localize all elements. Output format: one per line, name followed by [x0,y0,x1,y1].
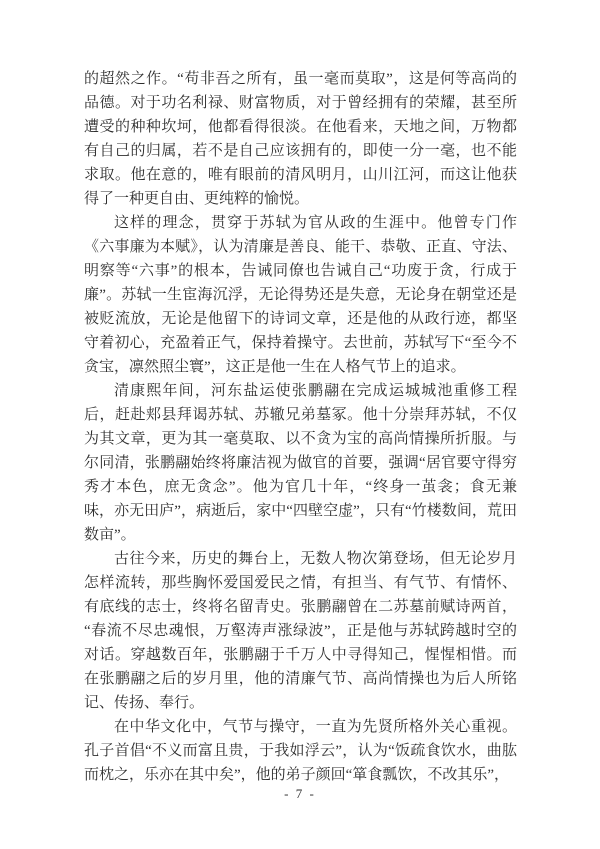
paragraph-2: 这样的理念，贯穿于苏轼为官从政的生涯中。他曾专门作《六事廉为本赋》，认为清廉是善良、能干、恭敬、正直、守法、明察等“六事”的根本，告诫同僚也告诫自己“功废于贪，行成于廉”。苏轼一生宦海沉浮，无论得势还是失意，无论身在朝堂还是被贬流放，无论是他留下的诗词文章，还是他的从政行迹，都坚守着初心，充盈着正气，保持着操守。去世前，苏轼写下“至今不贪宝，凛然照尘寰”，这正是他一生在人格气节上的追求。 [84,215,517,375]
paragraph-3: 清康熙年间，河东盐运使张鹏翮在完成运城城池重修工程后，赶赴郏县拜谒苏轼、苏辙兄弟墓冢。他十分崇拜苏轼，不仅为其文章，更为其一毫莫取、以不贪为宝的高尚情操所折服。与尔同清，张鹏翮始终将廉洁视为做官的首要，强调“居官要守得穷秀才本色，庶无贪念”。他为官几十年，“终身一茧衾；食无兼味，亦无田庐”，病逝后，家中“四壁空虚”，只有“竹楼数间，荒田数亩”。 [84,383,517,543]
paragraph-5: 在中华文化中，气节与操守，一直为先贤所格外关心重视。孔子首倡“不义而富且贵，于我如浮云”，认为“饭疏食饮水，曲肱而枕之，乐亦在其中矣”，他的弟子颜回“箪食瓢饮，不改其乐”， [84,719,517,783]
page-number: - 7 - [284,786,316,801]
paragraph-1: 的超然之作。“苟非吾之所有，虽一毫而莫取”，这是何等高尚的品德。对于功名利禄、财富物质，对于曾经拥有的荣耀，甚至所遭受的种种坎坷，他都看得很淡。在他看来，天地之间，万物都有自己的归属，若不是自己应该拥有的，即使一分一毫，也不能求取。他在意的，唯有眼前的清风明月，山川江河，而这让他获得了一种更自由、更纯粹的愉悦。 [84,71,517,207]
document-body-text [84,67,517,787]
paragraph-4: 古往今来，历史的舞台上，无数人物次第登场，但无论岁月怎样流转，那些胸怀爱国爱民之情，有担当、有气节、有情怀、有底线的志士，终将名留青史。张鹏翮曾在二苏墓前赋诗两首，“春流不尽忠魂恨，万壑涛声涨绿波”，正是他与苏轼跨越时空的对话。穿越数百年，张鹏翮于千万人中寻得知己，惺惺相惜。而在张鹏翮之后的岁月里，他的清廉气节、高尚情操也为后人所铭记、传扬、奉行。 [84,551,517,711]
